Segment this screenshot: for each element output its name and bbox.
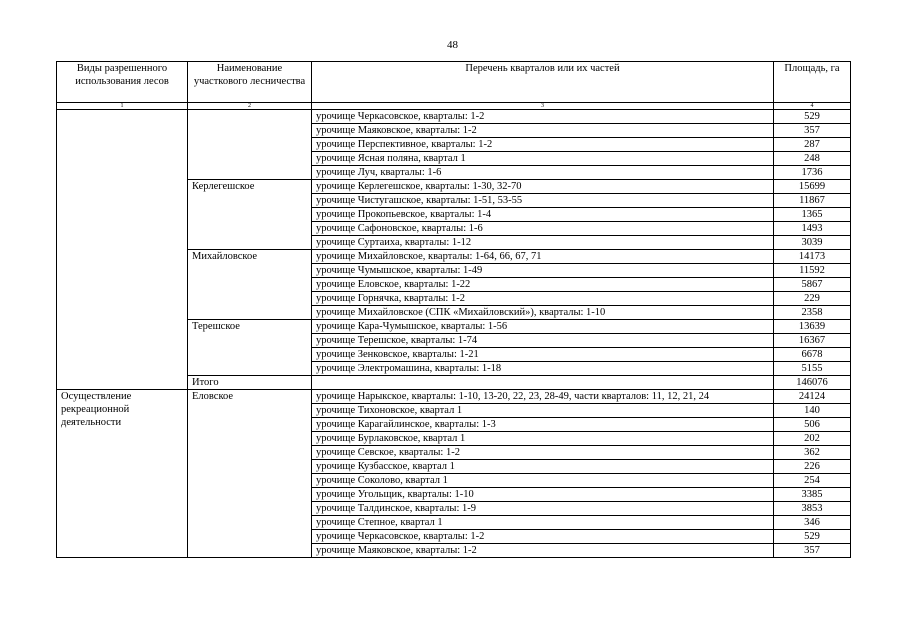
forest-use-table [56,61,851,558]
column-number: 2 [188,103,312,110]
total-area-cell: 146076 [774,376,851,390]
quarters-cell: урочище Горнячка, кварталы: 1-2 [312,292,774,306]
quarters-cell: урочище Еловское, кварталы: 1-22 [312,278,774,292]
area-cell: 3039 [774,236,851,250]
quarters-cell: урочище Нарыкское, кварталы: 1-10, 13-20, 22, 23, 28-49, части кварталов: 11, 12, 21, 24 [312,390,774,404]
area-cell: 15699 [774,180,851,194]
area-cell: 1736 [774,166,851,180]
header-area: Площадь, га [774,62,851,103]
quarters-cell: урочище Сафоновское, кварталы: 1-6 [312,222,774,236]
quarters-cell: урочище Суртаиха, кварталы: 1-12 [312,236,774,250]
quarters-cell: урочище Тихоновское, квартал 1 [312,404,774,418]
area-cell: 346 [774,516,851,530]
quarters-cell [312,376,774,390]
area-cell: 229 [774,292,851,306]
quarters-cell: урочище Михайловское (СПК «Михайловский»), кварталы: 1-10 [312,306,774,320]
use-type-cell: Осуществление рекреационной деятельности [57,390,188,558]
quarters-cell: урочище Керлегешское, кварталы: 1-30, 32-70 [312,180,774,194]
area-cell: 3853 [774,502,851,516]
area-cell: 362 [774,446,851,460]
table-row [57,110,851,124]
column-number: 4 [774,103,851,110]
column-number: 3 [312,103,774,110]
quarters-cell: урочище Зенковское, кварталы: 1-21 [312,348,774,362]
area-cell: 3385 [774,488,851,502]
district-cell: Еловское [188,390,312,558]
quarters-cell: урочище Маяковское, кварталы: 1-2 [312,544,774,558]
area-cell: 5155 [774,362,851,376]
area-cell: 14173 [774,250,851,264]
area-cell: 1365 [774,208,851,222]
district-cell: Терешское [188,320,312,376]
area-cell: 5867 [774,278,851,292]
area-cell: 202 [774,432,851,446]
quarters-cell: урочище Карагайлинское, кварталы: 1-3 [312,418,774,432]
quarters-cell: урочище Чистугашское, кварталы: 1-51, 53-55 [312,194,774,208]
area-cell: 16367 [774,334,851,348]
area-cell: 287 [774,138,851,152]
area-cell: 529 [774,110,851,124]
quarters-cell: урочище Луч, кварталы: 1-6 [312,166,774,180]
area-cell: 357 [774,544,851,558]
table-row [57,390,851,404]
column-number: 1 [57,103,188,110]
quarters-cell: урочище Соколово, квартал 1 [312,474,774,488]
header-quarters-list: Перечень кварталов или их частей [312,62,774,103]
header-district-name: Наименование участкового лесничества [188,62,312,103]
total-label-cell: Итого [188,376,312,390]
area-cell: 2358 [774,306,851,320]
area-cell: 248 [774,152,851,166]
area-cell: 529 [774,530,851,544]
district-cell [188,110,312,180]
area-cell: 1493 [774,222,851,236]
quarters-cell: урочище Черкасовское, кварталы: 1-2 [312,110,774,124]
area-cell: 506 [774,418,851,432]
quarters-cell: урочище Михайловское, кварталы: 1-64, 66, 67, 71 [312,250,774,264]
area-cell: 11867 [774,194,851,208]
district-cell: Керлегешское [188,180,312,250]
area-cell: 11592 [774,264,851,278]
area-cell: 6678 [774,348,851,362]
page-number: 48 [447,39,458,51]
quarters-cell: урочище Угольщик, кварталы: 1-10 [312,488,774,502]
quarters-cell: урочище Кузбасское, квартал 1 [312,460,774,474]
quarters-cell: урочище Электромашина, кварталы: 1-18 [312,362,774,376]
quarters-cell: урочище Черкасовское, кварталы: 1-2 [312,530,774,544]
use-type-cell [57,110,188,390]
quarters-cell: урочище Прокопьевское, кварталы: 1-4 [312,208,774,222]
quarters-cell: урочище Кара-Чумышское, кварталы: 1-56 [312,320,774,334]
quarters-cell: урочище Ясная поляна, квартал 1 [312,152,774,166]
area-cell: 24124 [774,390,851,404]
quarters-cell: урочище Чумышское, кварталы: 1-49 [312,264,774,278]
district-cell: Михайловское [188,250,312,320]
quarters-cell: урочище Талдинское, кварталы: 1-9 [312,502,774,516]
quarters-cell: урочище Перспективное, кварталы: 1-2 [312,138,774,152]
quarters-cell: урочище Терешское, кварталы: 1-74 [312,334,774,348]
quarters-cell: урочище Бурлаковское, квартал 1 [312,432,774,446]
header-use-type: Виды разрешенного использования лесов [57,62,188,103]
table-body [57,110,851,558]
quarters-cell: урочище Маяковское, кварталы: 1-2 [312,124,774,138]
area-cell: 357 [774,124,851,138]
area-cell: 254 [774,474,851,488]
area-cell: 13639 [774,320,851,334]
area-cell: 226 [774,460,851,474]
area-cell: 140 [774,404,851,418]
quarters-cell: урочище Севское, кварталы: 1-2 [312,446,774,460]
quarters-cell: урочище Степное, квартал 1 [312,516,774,530]
